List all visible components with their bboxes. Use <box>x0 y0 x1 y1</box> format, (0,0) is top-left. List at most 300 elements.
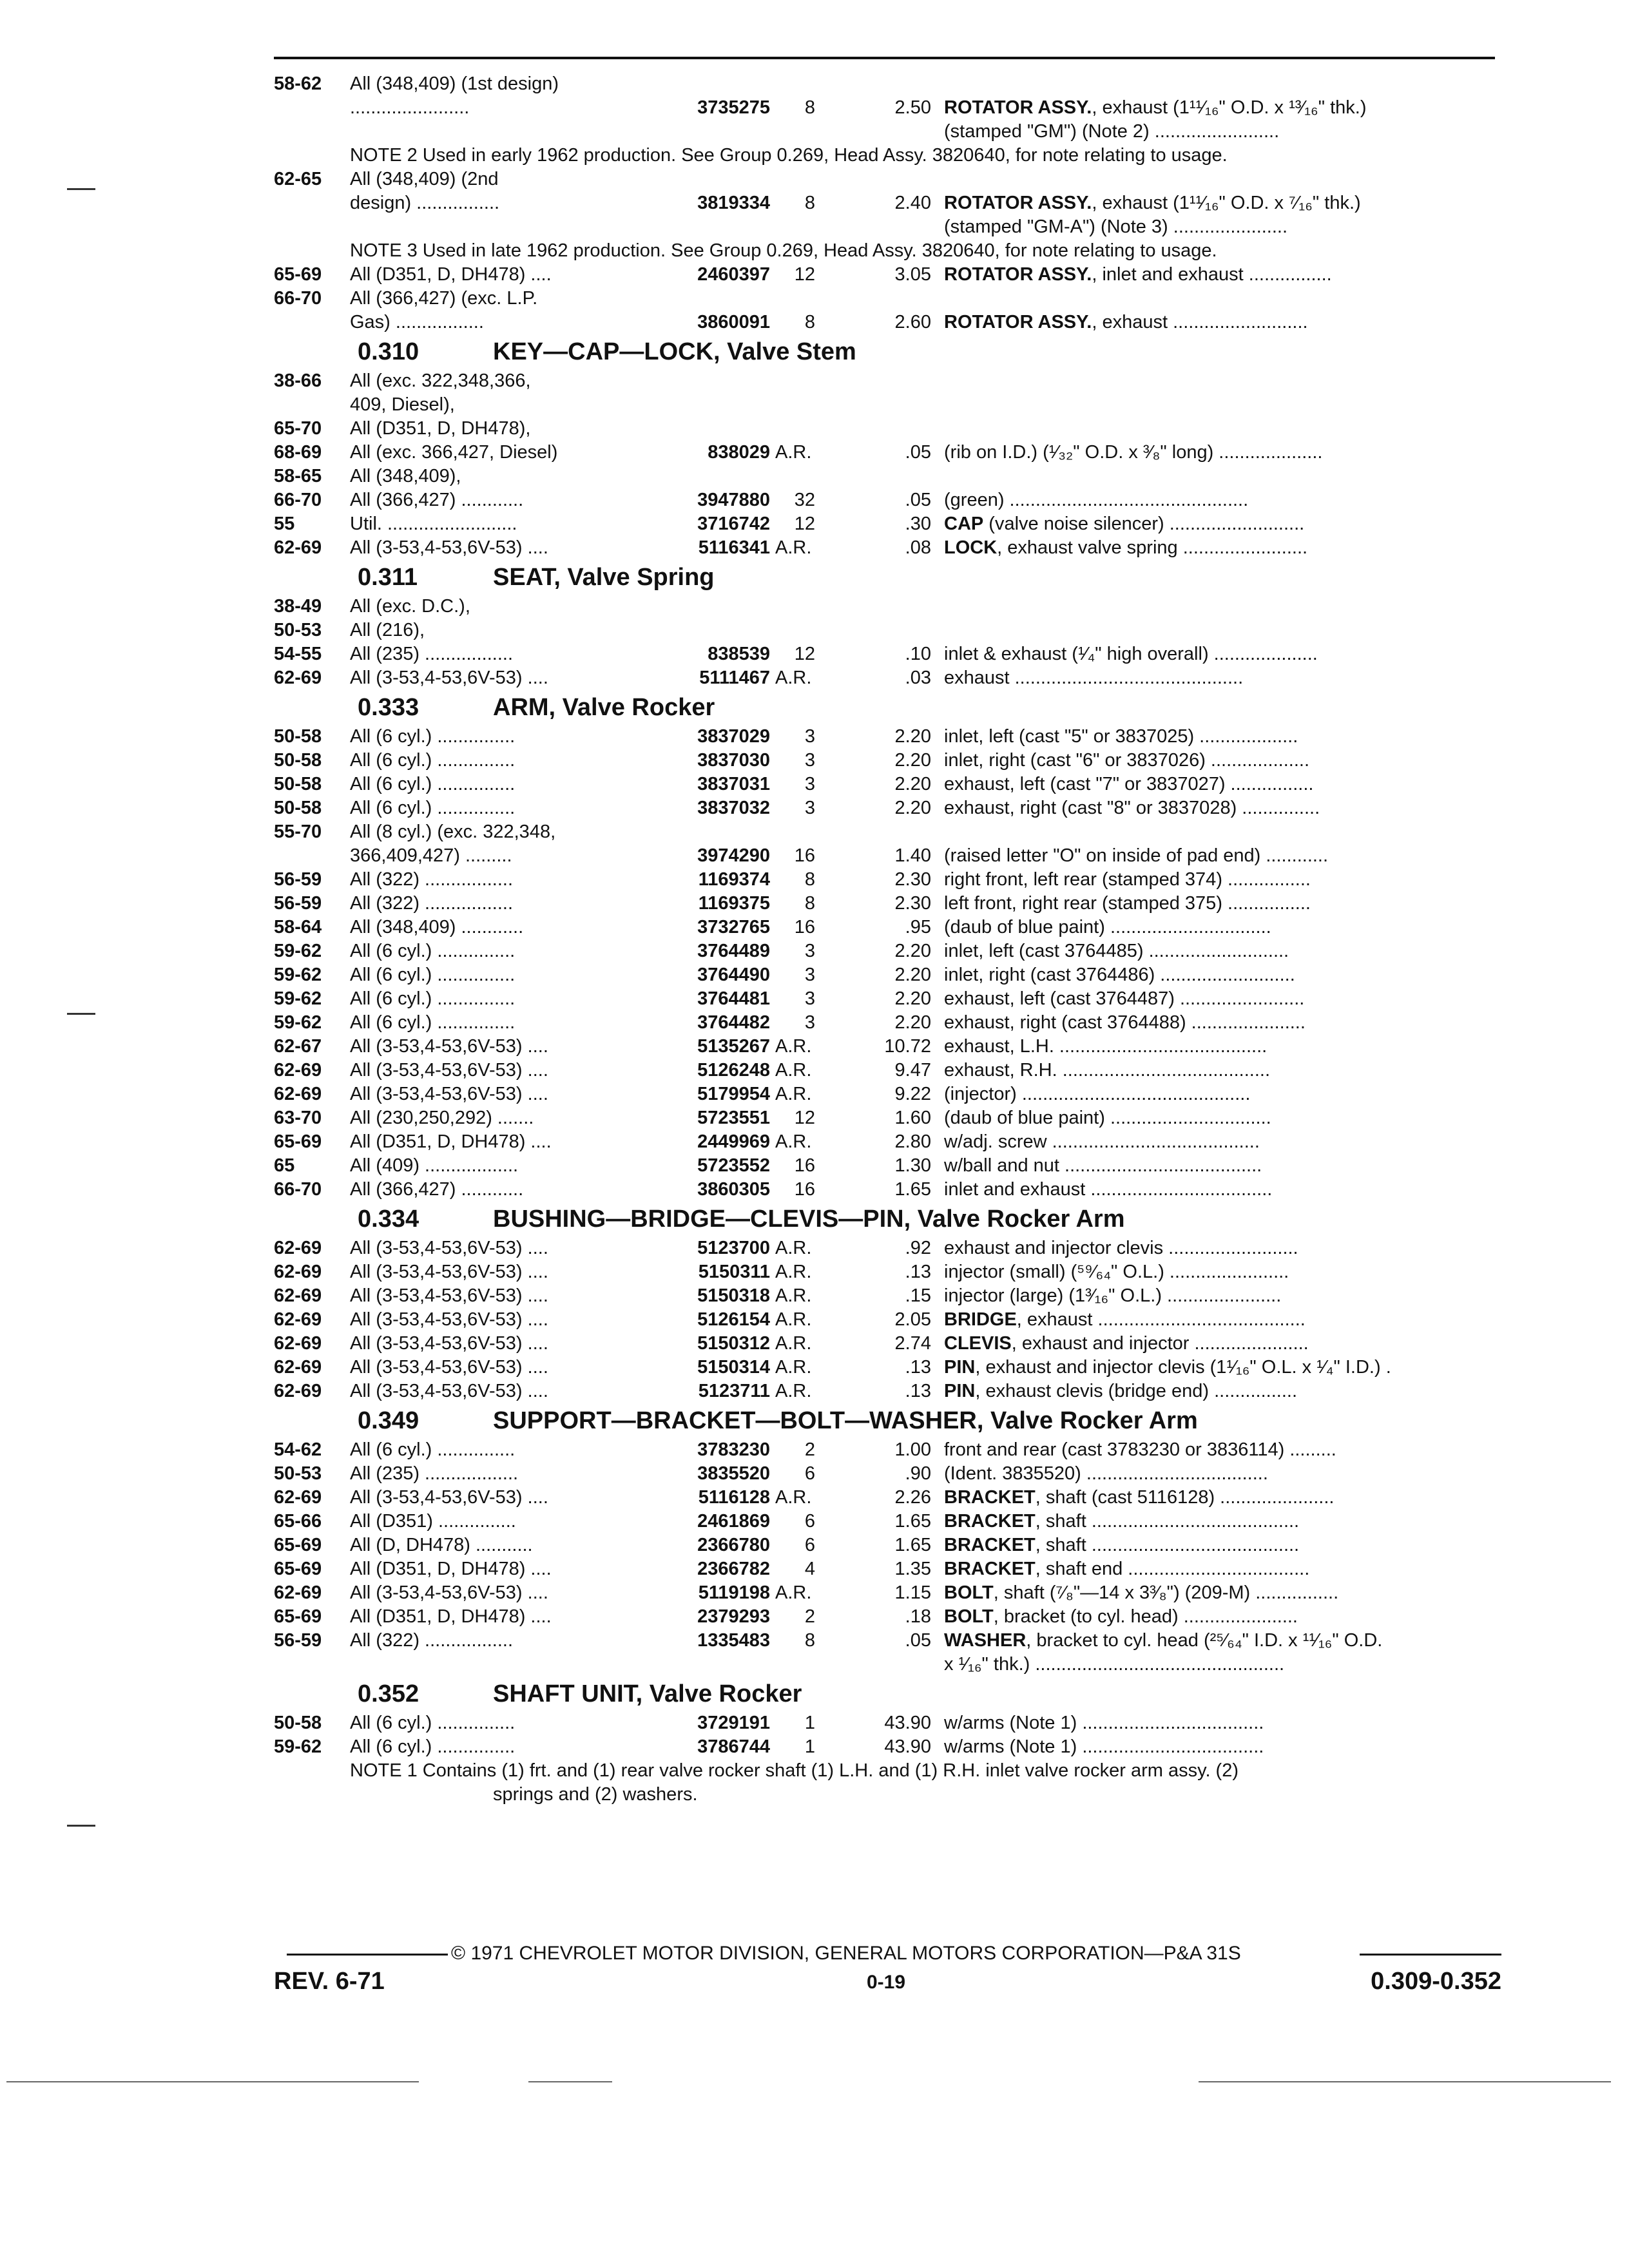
note-row <box>274 144 1501 168</box>
model-years: 65-69 <box>274 1606 322 1627</box>
quantity: 4 <box>804 1559 815 1579</box>
part-number: 5135267 <box>697 1036 770 1057</box>
quantity-as-required: A.R. <box>775 1309 812 1330</box>
description <box>944 1557 1505 1581</box>
model-years: 59-62 <box>274 965 322 985</box>
description-text: , shaft (⁷⁄₈"—14 x 3³⁄₈") (209-M) ................ <box>993 1582 1339 1603</box>
price: 2.20 <box>894 941 931 961</box>
price: .92 <box>905 1238 931 1258</box>
model-years: 55 <box>274 514 295 534</box>
application: All (6 cyl.) ............... <box>350 1439 516 1460</box>
model-years: 65-69 <box>274 1131 322 1152</box>
application: All (6 cyl.) ............... <box>350 774 516 794</box>
note-text: NOTE 1 Contains (1) frt. and (1) rear valve rocker shaft (1) L.H. and (1) R.H. inlet valve rocker arm assy. (2) <box>350 1760 1239 1781</box>
description <box>944 666 1505 690</box>
price: .10 <box>905 644 931 664</box>
model-years: 58-62 <box>274 73 322 94</box>
description-text: exhaust, right (cast 3764488) ...................... <box>944 1012 1306 1033</box>
table-row <box>274 619 1501 642</box>
group-heading <box>274 1202 1501 1236</box>
table-row <box>274 417 1501 441</box>
description-text: (daub of blue paint) ............................... <box>944 1108 1271 1128</box>
model-years: 59-62 <box>274 1736 322 1757</box>
quantity: 3 <box>804 798 815 818</box>
application: All (D351, D, DH478), <box>350 418 531 439</box>
price: .30 <box>905 514 931 534</box>
description <box>944 1059 1505 1082</box>
group-title: SHAFT UNIT, Valve Rocker <box>493 1680 802 1707</box>
model-years: 56-59 <box>274 869 322 890</box>
part-number: 3837029 <box>697 726 770 747</box>
table-row <box>274 1035 1501 1059</box>
description-text: inlet & exhaust (¹⁄₄" high overall) .................... <box>944 644 1318 664</box>
model-years: 56-59 <box>274 893 322 914</box>
quantity: 2 <box>804 1439 815 1460</box>
quantity: 3 <box>804 726 815 747</box>
quantity-as-required: A.R. <box>775 1084 812 1104</box>
description <box>944 1154 1505 1178</box>
description <box>944 1605 1505 1629</box>
table-row <box>274 1284 1501 1308</box>
price: 2.40 <box>894 193 931 213</box>
application: All (409) .................. <box>350 1155 519 1176</box>
table-row <box>274 1438 1501 1462</box>
description <box>944 1533 1505 1557</box>
table-row <box>274 725 1501 749</box>
note-text: NOTE 3 Used in late 1962 production. See Group 0.269, Head Assy. 3820640, for note relating to usage. <box>350 240 1217 261</box>
table-row <box>274 1154 1501 1178</box>
price: 2.20 <box>894 965 931 985</box>
description-text: front and rear (cast 3783230 or 3836114) ......... <box>944 1439 1336 1460</box>
price: 2.20 <box>894 750 931 771</box>
model-years: 62-69 <box>274 537 322 558</box>
price: 1.30 <box>894 1155 931 1176</box>
group-number: 0.352 <box>358 1680 419 1707</box>
description-bold: LOCK <box>944 537 998 558</box>
application: All (6 cyl.) ............... <box>350 798 516 818</box>
application: All (8 cyl.) (exc. 322,348, <box>350 822 556 842</box>
price: .05 <box>905 1630 931 1651</box>
group-title: KEY—CAP—LOCK, Valve Stem <box>493 338 856 365</box>
price: 2.80 <box>894 1131 931 1152</box>
model-years: 58-64 <box>274 917 322 937</box>
table-row <box>274 749 1501 773</box>
description <box>944 1735 1505 1759</box>
model-years: 50-53 <box>274 620 322 640</box>
description <box>944 441 1505 465</box>
group-number: 0.310 <box>358 338 419 365</box>
description-text: (Ident. 3835520) ................................... <box>944 1463 1268 1484</box>
application: All (6 cyl.) ............... <box>350 750 516 771</box>
table-row <box>274 963 1501 987</box>
description <box>944 263 1505 287</box>
application: design) ................ <box>350 193 500 213</box>
model-years: 62-69 <box>274 1262 322 1282</box>
application: All (322) ................. <box>350 1630 514 1651</box>
price: .05 <box>905 490 931 510</box>
part-number: 2379293 <box>697 1606 770 1627</box>
part-number: 5723551 <box>697 1108 770 1128</box>
table-row <box>274 1011 1501 1035</box>
section-range: 0.309-0.352 <box>1371 1968 1501 1995</box>
table-row <box>274 465 1501 488</box>
table-row <box>274 1236 1501 1260</box>
quantity: 8 <box>804 97 815 118</box>
application: All (D351, D, DH478) .... <box>350 1131 552 1152</box>
application: All (D, DH478) ........... <box>350 1535 533 1555</box>
description <box>944 1356 1505 1379</box>
description-text: inlet, left (cast "5" or 3837025) ................... <box>944 726 1298 747</box>
description-text: left front, right rear (stamped 375) ................ <box>944 893 1311 914</box>
table-row <box>274 96 1501 120</box>
note-row <box>274 1783 1501 1807</box>
quantity-as-required: A.R. <box>775 1381 812 1401</box>
price: .05 <box>905 442 931 463</box>
copyright-line: © 1971 CHEVROLET MOTOR DIVISION, GENERAL MOTORS CORPORATION—P&A 31S <box>451 1943 1241 1964</box>
description <box>944 311 1505 334</box>
quantity: 1 <box>804 1736 815 1757</box>
quantity: 2 <box>804 1606 815 1627</box>
part-number: 3764481 <box>697 988 770 1009</box>
description-text: , exhaust and injector clevis (1¹⁄₁₆" O.L. x ¹⁄₄" I.D.) . <box>975 1357 1391 1378</box>
price: 2.05 <box>894 1309 931 1330</box>
model-years: 56-59 <box>274 1630 322 1651</box>
table-row <box>274 311 1501 334</box>
model-years: 66-70 <box>274 288 322 309</box>
group-number: 0.311 <box>358 564 418 591</box>
quantity: 8 <box>804 312 815 332</box>
price: 1.65 <box>894 1535 931 1555</box>
description-text: , shaft ........................................ <box>1035 1535 1300 1555</box>
footer-rule-right <box>1360 1954 1501 1956</box>
quantity: 32 <box>794 490 815 510</box>
description-text: w/adj. screw ........................................ <box>944 1131 1260 1152</box>
quantity: 8 <box>804 869 815 890</box>
model-years: 59-62 <box>274 988 322 1009</box>
part-number: 3974290 <box>697 845 770 866</box>
part-number: 1169375 <box>698 893 770 914</box>
description <box>944 963 1505 987</box>
application: All (3-53,4-53,6V-53) .... <box>350 1582 548 1603</box>
model-years: 65-66 <box>274 1511 322 1532</box>
table-row <box>274 1106 1501 1130</box>
group-title: SEAT, Valve Spring <box>493 564 715 591</box>
price: 2.30 <box>894 893 931 914</box>
table-row <box>274 1605 1501 1629</box>
description <box>944 773 1505 796</box>
price: 1.65 <box>894 1511 931 1532</box>
part-number: 5123700 <box>697 1238 770 1258</box>
group-title: SUPPORT—BRACKET—BOLT—WASHER, Valve Rocker Arm <box>493 1407 1198 1434</box>
quantity-as-required: A.R. <box>775 537 812 558</box>
part-number: 5179954 <box>697 1084 770 1104</box>
model-years: 65 <box>274 1155 295 1176</box>
model-years: 62-65 <box>274 169 322 189</box>
description <box>944 892 1505 916</box>
model-years: 54-62 <box>274 1439 322 1460</box>
margin-mark <box>67 1013 95 1015</box>
price: 2.60 <box>894 312 931 332</box>
application: All (3-53,4-53,6V-53) .... <box>350 1285 548 1306</box>
quantity: 6 <box>804 1535 815 1555</box>
description-text: right front, left rear (stamped 374) ................ <box>944 869 1311 890</box>
price: 2.20 <box>894 988 931 1009</box>
group-number: 0.349 <box>358 1407 419 1434</box>
description-text: inlet, left (cast 3764485) ........................... <box>944 941 1289 961</box>
table-row <box>274 263 1501 287</box>
price: 9.47 <box>894 1060 931 1081</box>
part-number: 1335483 <box>697 1630 770 1651</box>
price: 1.35 <box>894 1559 931 1579</box>
part-number: 5150311 <box>698 1262 770 1282</box>
application: All (348,409) (1st design) <box>350 73 559 94</box>
table-row <box>274 1379 1501 1403</box>
price: 43.90 <box>884 1713 931 1733</box>
part-number: 5150318 <box>697 1285 770 1306</box>
description <box>944 844 1505 868</box>
description-bold: ROTATOR ASSY. <box>944 264 1092 285</box>
price: .03 <box>905 668 931 688</box>
description-text: w/arms (Note 1) ................................... <box>944 1736 1264 1757</box>
table-row <box>274 916 1501 939</box>
model-years: 65-70 <box>274 418 322 439</box>
part-number: 3835520 <box>697 1463 770 1484</box>
bottom-rule <box>6 2081 419 2082</box>
price: 1.00 <box>894 1439 931 1460</box>
application: All (3-53,4-53,6V-53) .... <box>350 1238 548 1258</box>
description <box>944 1581 1505 1605</box>
price: 3.05 <box>894 264 931 285</box>
table-row <box>274 1653 1501 1677</box>
description-bold: BRACKET <box>944 1511 1036 1532</box>
description-bold: BRACKET <box>944 1559 1036 1579</box>
quantity-as-required: A.R. <box>775 1357 812 1378</box>
application: All (230,250,292) ....... <box>350 1108 534 1128</box>
description <box>944 191 1505 215</box>
description <box>944 1629 1505 1653</box>
application: All (D351, D, DH478) .... <box>350 264 552 285</box>
part-number: 3860305 <box>697 1179 770 1200</box>
application: All (216), <box>350 620 425 640</box>
model-years: 59-62 <box>274 1012 322 1033</box>
model-years: 62-69 <box>274 1487 322 1508</box>
model-years: 62-69 <box>274 1333 322 1354</box>
quantity: 3 <box>804 774 815 794</box>
part-number: 3716742 <box>697 514 770 534</box>
application: All (D351) ............... <box>350 1511 516 1532</box>
table-row <box>274 393 1501 417</box>
description-bold: BRACKET <box>944 1535 1036 1555</box>
application: All (D351, D, DH478) .... <box>350 1606 552 1627</box>
footer-rule-left <box>287 1954 448 1956</box>
description-text: inlet, right (cast 3764486) .......................... <box>944 965 1295 985</box>
quantity-as-required: A.R. <box>775 1060 812 1081</box>
price: 2.20 <box>894 726 931 747</box>
model-years: 68-69 <box>274 442 322 463</box>
price: 1.15 <box>894 1582 931 1603</box>
quantity-as-required: A.R. <box>775 442 812 463</box>
quantity-as-required: A.R. <box>775 1582 812 1603</box>
group-number: 0.334 <box>358 1206 419 1233</box>
application: All (3-53,4-53,6V-53) .... <box>350 1357 548 1378</box>
part-number: 3947880 <box>697 490 770 510</box>
description <box>944 536 1505 560</box>
description <box>944 1486 1505 1510</box>
price: 9.22 <box>894 1084 931 1104</box>
description-text: (rib on I.D.) (¹⁄₃₂" O.D. x ³⁄₈" long) .................... <box>944 442 1323 463</box>
price: 2.20 <box>894 774 931 794</box>
quantity: 6 <box>804 1463 815 1484</box>
description <box>944 916 1505 939</box>
application: All (6 cyl.) ............... <box>350 941 516 961</box>
model-years: 63-70 <box>274 1108 322 1128</box>
description <box>944 1178 1505 1202</box>
bottom-rule <box>528 2081 612 2082</box>
application: All (3-53,4-53,6V-53) .... <box>350 537 548 558</box>
part-number: 2366780 <box>697 1535 770 1555</box>
table-row <box>274 1533 1501 1557</box>
table-row <box>274 987 1501 1011</box>
application: All (D351, D, DH478) .... <box>350 1559 552 1579</box>
description <box>944 868 1505 892</box>
model-years: 58-65 <box>274 466 322 486</box>
description-bold: ROTATOR ASSY. <box>944 193 1092 213</box>
description-text: , exhaust valve spring ........................ <box>997 537 1308 558</box>
model-years: 62-69 <box>274 1238 322 1258</box>
description-text: exhaust, left (cast "7" or 3837027) ................ <box>944 774 1314 794</box>
table-row <box>274 1308 1501 1332</box>
description-bold: ROTATOR ASSY. <box>944 97 1092 118</box>
part-number: 5116128 <box>698 1487 770 1508</box>
bottom-rule <box>1199 2081 1611 2082</box>
part-number: 3764482 <box>697 1012 770 1033</box>
note-row <box>274 239 1501 263</box>
description-text: exhaust, left (cast 3764487) ........................ <box>944 988 1305 1009</box>
table-row <box>274 1356 1501 1379</box>
price: 1.60 <box>894 1108 931 1128</box>
table-row <box>274 488 1501 512</box>
application: All (348,409) ............ <box>350 917 524 937</box>
description <box>944 488 1505 512</box>
price: .15 <box>905 1285 931 1306</box>
table-row <box>274 1735 1501 1759</box>
application: All (6 cyl.) ............... <box>350 965 516 985</box>
part-number: 3837032 <box>697 798 770 818</box>
table-row <box>274 168 1501 191</box>
margin-mark <box>67 188 95 190</box>
description <box>944 642 1505 666</box>
part-number: 2460397 <box>697 264 770 285</box>
price: 1.65 <box>894 1179 931 1200</box>
description <box>944 1130 1505 1154</box>
model-years: 62-69 <box>274 1084 322 1104</box>
description <box>944 1653 1505 1677</box>
quantity: 3 <box>804 1012 815 1033</box>
table-row <box>274 1332 1501 1356</box>
description <box>944 1106 1505 1130</box>
table-row <box>274 287 1501 311</box>
price: .13 <box>905 1381 931 1401</box>
table-row <box>274 820 1501 844</box>
description-text: , exhaust .......................... <box>1092 312 1308 332</box>
part-number: 3837030 <box>697 750 770 771</box>
description-bold: ROTATOR ASSY. <box>944 312 1092 332</box>
table-row <box>274 1260 1501 1284</box>
quantity-as-required: A.R. <box>775 1131 812 1152</box>
description <box>944 215 1505 239</box>
price: .18 <box>905 1606 931 1627</box>
group-heading <box>274 1677 1501 1711</box>
table-row <box>274 215 1501 239</box>
table-row <box>274 1059 1501 1082</box>
description <box>944 1082 1505 1106</box>
application: All (6 cyl.) ............... <box>350 726 516 747</box>
table-row <box>274 1130 1501 1154</box>
description-text: (daub of blue paint) ............................... <box>944 917 1271 937</box>
quantity: 3 <box>804 750 815 771</box>
part-number: 5116341 <box>698 537 770 558</box>
part-number: 2366782 <box>697 1559 770 1579</box>
part-number: 5111467 <box>699 668 770 688</box>
description-bold: CAP <box>944 514 984 534</box>
quantity: 8 <box>804 893 815 914</box>
description-text: exhaust, L.H. ........................................ <box>944 1036 1268 1057</box>
application: All (exc. D.C.), <box>350 596 470 617</box>
model-years: 62-69 <box>274 1357 322 1378</box>
description <box>944 725 1505 749</box>
table-row <box>274 369 1501 393</box>
description-text: , bracket (to cyl. head) ...................... <box>993 1606 1298 1627</box>
application: All (3-53,4-53,6V-53) .... <box>350 1487 548 1508</box>
description-bold: BOLT <box>944 1582 994 1603</box>
model-years: 50-53 <box>274 1463 322 1484</box>
description <box>944 1284 1505 1308</box>
model-years: 65-69 <box>274 264 322 285</box>
application: All (348,409) (2nd <box>350 169 499 189</box>
table-row <box>274 666 1501 690</box>
table-row <box>274 512 1501 536</box>
application: 409, Diesel), <box>350 394 455 415</box>
description-text: (injector) ............................................ <box>944 1084 1251 1104</box>
price: .95 <box>905 917 931 937</box>
application: All (322) ................. <box>350 893 514 914</box>
description-bold: CLEVIS <box>944 1333 1012 1354</box>
model-years: 62-69 <box>274 1582 322 1603</box>
description <box>944 1308 1505 1332</box>
description-bold: BRACKET <box>944 1487 1036 1508</box>
part-number: 838539 <box>708 644 770 664</box>
table-row <box>274 892 1501 916</box>
model-years: 50-58 <box>274 750 322 771</box>
table-row <box>274 595 1501 619</box>
table-row <box>274 120 1501 144</box>
model-years: 66-70 <box>274 1179 322 1200</box>
quantity: 3 <box>804 988 815 1009</box>
table-row <box>274 1711 1501 1735</box>
model-years: 62-69 <box>274 1060 322 1081</box>
application: Gas) ................. <box>350 312 484 332</box>
description-text: (raised letter "O" on inside of pad end) ............ <box>944 845 1329 866</box>
model-years: 59-62 <box>274 941 322 961</box>
description-text: inlet and exhaust ................................... <box>944 1179 1273 1200</box>
application: All (3-53,4-53,6V-53) .... <box>350 1309 548 1330</box>
model-years: 65-69 <box>274 1559 322 1579</box>
application: All (366,427) (exc. L.P. <box>350 288 538 309</box>
quantity: 16 <box>794 917 815 937</box>
description-text: , shaft ........................................ <box>1035 1511 1300 1532</box>
table-row <box>274 1581 1501 1605</box>
margin-mark <box>67 1825 95 1827</box>
